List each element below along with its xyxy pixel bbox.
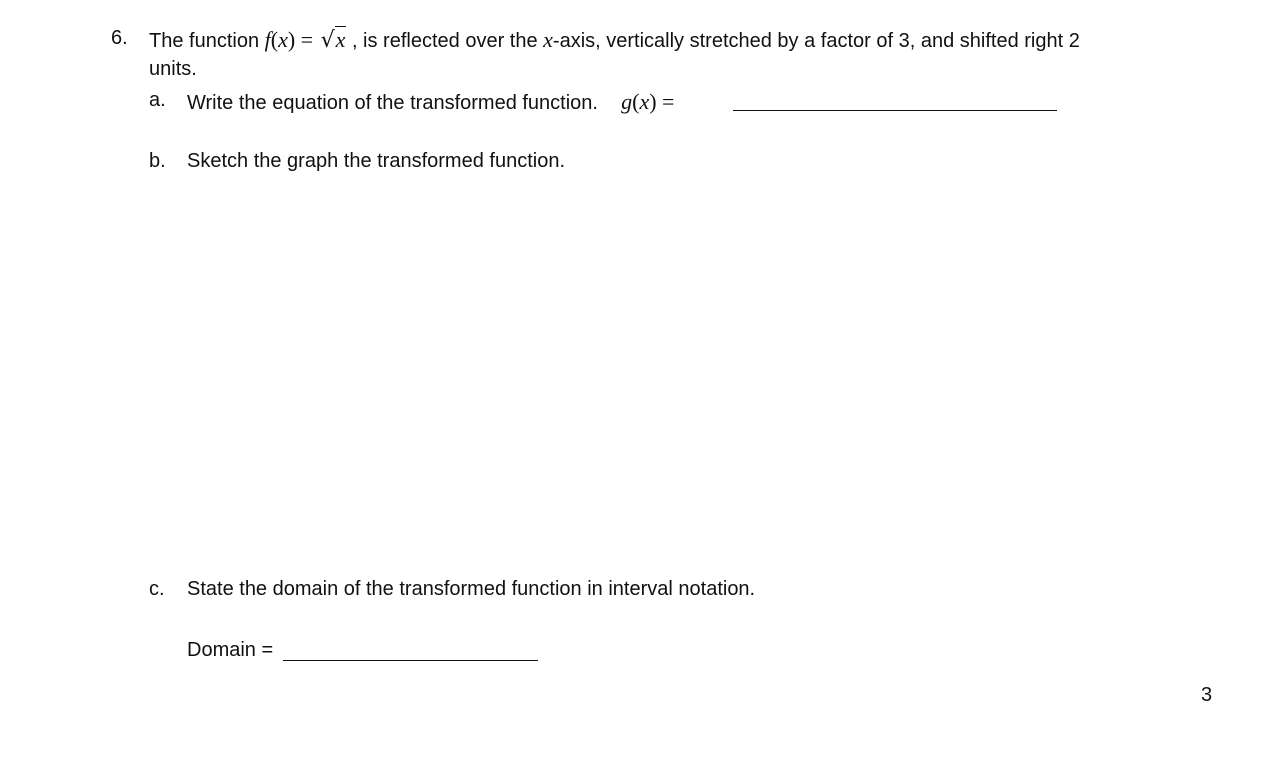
intro-mid-text: , is reflected over the — [346, 30, 544, 52]
sketch-area[interactable] — [187, 190, 1087, 560]
part-c-prompt: State the domain of the transformed function in interval notation. — [187, 578, 756, 600]
question-number: 6. — [111, 27, 128, 49]
f-equals: = — [295, 27, 319, 52]
sqrt-radicand: x — [335, 27, 346, 52]
axis-variable: x — [543, 27, 553, 52]
g-variable: x — [639, 89, 650, 114]
f-paren-open: ( — [270, 27, 279, 52]
part-b-letter: b. — [149, 150, 166, 172]
sqrt-expression — [319, 27, 347, 53]
page-number: 3 — [1201, 684, 1213, 706]
f-paren-close: ) — [287, 27, 296, 52]
part-b-prompt: Sketch the graph the transformed function. — [187, 150, 565, 172]
intro-lead-text: The function — [149, 30, 265, 52]
g-equals: = — [656, 89, 675, 114]
part-a-prompt: Write the equation of the transformed function. — [187, 92, 598, 114]
part-a-line — [187, 89, 674, 115]
part-c-letter: c. — [149, 578, 165, 600]
question-intro-line2: units. — [149, 58, 197, 80]
sqrt-symbol: √ — [320, 28, 335, 53]
g-paren-close: ) — [649, 89, 657, 114]
question-intro-line1 — [149, 27, 1080, 53]
f-variable: x — [278, 27, 288, 52]
part-a-letter: a. — [149, 89, 166, 111]
intro-tail-text: -axis, vertically stretched by a factor of 3, and shifted right 2 — [552, 30, 1080, 52]
domain-label: Domain = — [187, 639, 274, 661]
answer-blank-domain[interactable] — [283, 640, 538, 661]
g-paren-open: ( — [632, 89, 640, 114]
g-function-name: g — [621, 89, 633, 114]
f-function-name: f — [264, 27, 271, 52]
answer-blank-equation[interactable] — [733, 90, 1057, 111]
